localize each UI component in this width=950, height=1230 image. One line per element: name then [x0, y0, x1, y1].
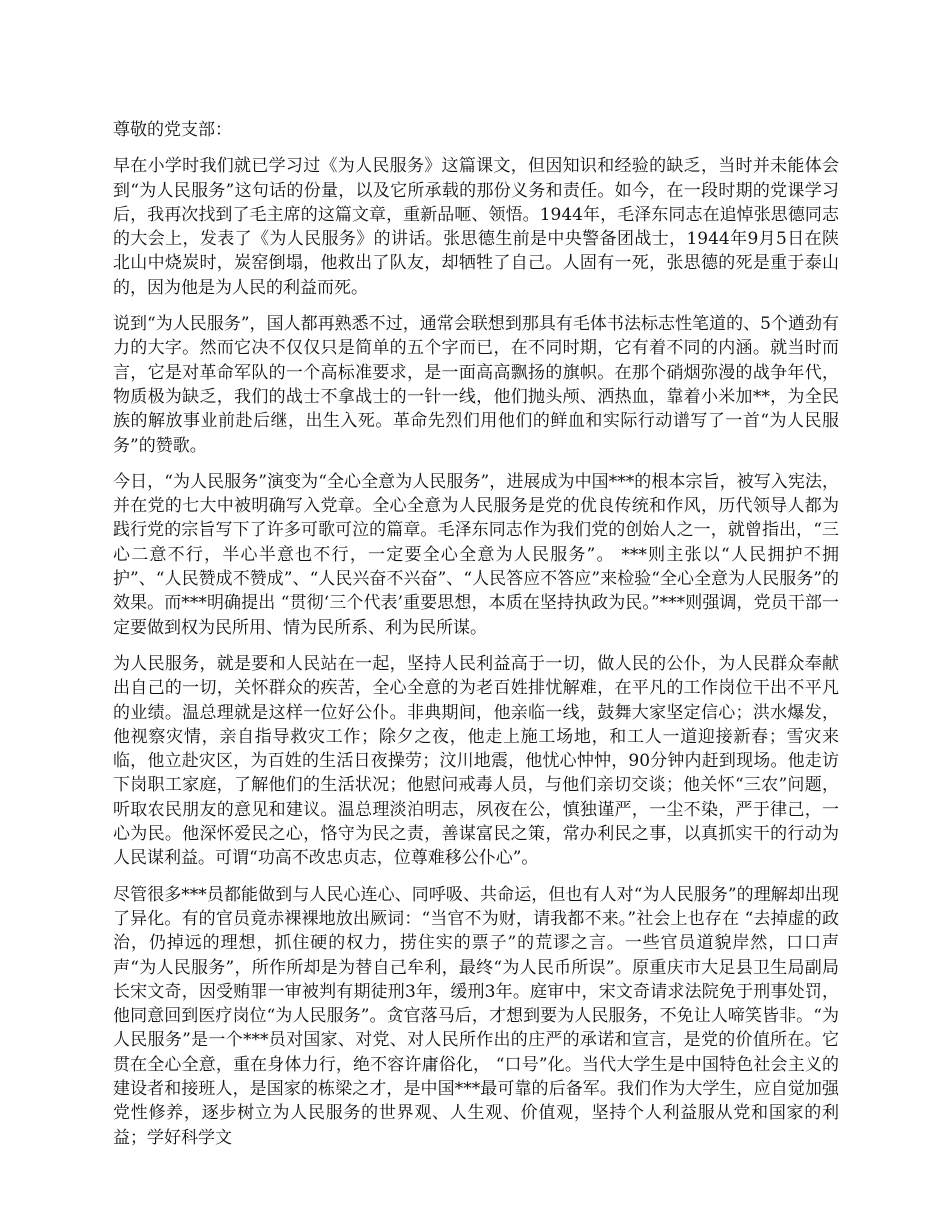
paragraph-5: 尽管很多***员都能做到与人民心连心、同呼吸、共命运，但也有人对“为人民服务”的理解却出现了异化。有的官员竟赤裸裸地放出厥词：“当官不为财，请我都不来。”社会上也存在 “去掉虚的政治，仍掉远的理想，抓住硬的权力，捞住实的票子”的荒谬之言。一些官员道貌岸然，口口声声“为人民服务”，所作所却是为替自己牟利，最终“为人民币所误”。原重庆市大足县卫生局副局长宋文奇，因受贿罪一审被判有期徒刑3年，缓刑3年。庭审中，宋文奇请求法院免于刑事处罚，他同意回到医疗岗位“为人民服务”。贪官落马后，才想到要为人民服务，不免让人啼笑皆非。“为人民服务”是一个***员对国家、对党、对人民所作出的庄严的承诺和宣言，是党的价值所在。它贯在全心全意，重在身体力行，绝不容许庸俗化， “口号”化。当代大学生是中国特色社会主义的建设者和接班人，是国家的栋梁之才，是中国***最可靠的后备军。我们作为大学生，应自觉加强党性修养，逐步树立为人民服务的世界观、人生观、价值观，坚持个人利益服从党和国家的利益；学好科学文 [113, 884, 839, 1148]
paragraph-1: 早在小学时我们就已学习过《为人民服务》这篇课文，但因知识和经验的缺乏，当时并未能体会到“为人民服务”这句话的份量，以及它所承载的那份义务和责任。如今，在一段时期的党课学习后，我再次找到了毛主席的这篇文章，重新品咂、领悟。1944年，毛泽东同志在追悼张思德同志的大会上，发表了《为人民服务》的讲话。张思德生前是中央警备团战士，1944年9月5日在陕北山中烧炭时，炭窑倒塌，他救出了队友，却牺牲了自己。人固有一死，张思德的死是重于泰山的，因为他是为人民的利益而死。 [113, 156, 839, 298]
paragraph-4: 为人民服务，就是要和人民站在一起，坚持人民利益高于一切，做人民的公仆，为人民群众奉献出自己的一切，关怀群众的疾苦，全心全意的为老百姓排忧解难，在平凡的工作岗位干出不平凡的业绩。温总理就是这样一位好公仆。非典期间，他亲临一线，鼓舞大家坚定信心；洪水爆发，他视察灾情，亲自指导救灾工作；除夕之夜，他走上施工场地，和工人一道迎接新春；雪灾来临，他立赴灾区，为百姓的生活日夜操劳；汶川地震，他忧心忡忡，90分钟内赶到现场。他走访下岗职工家庭，了解他们的生活状况；他慰问戒毒人员，与他们亲切交谈；他关怀“三农”问题，听取农民朋友的意见和建议。温总理淡泊明志，夙夜在公，慎独谨严，一尘不染，严于律己，一心为民。他深怀爱民之心，恪守为民之责，善谋富民之策，常办利民之事，以真抓实干的行动为人民谋利益。可谓“功高不改忠贞志，位尊难移公仆心”。 [113, 653, 839, 869]
letter-body [113, 118, 839, 1162]
paragraph-2: 说到“为人民服务”，国人都再熟悉不过，通常会联想到那具有毛体书法标志性笔道的、5个遒劲有力的大字。然而它决不仅仅只是简单的五个字而已，在不同时期，它有着不同的内涵。就当时而言，它是对革命军队的一个高标准要求，是一面高高飘扬的旗帜。在那个硝烟弥漫的战争年代，物质极为缺乏，我们的战士不拿战士的一针一线，他们抛头颅、洒热血，靠着小米加**，为全民族的解放事业前赴后继，出生入死。革命先烈们用他们的鲜血和实际行动谱写了一首“为人民服务”的赞歌。 [113, 314, 839, 456]
paragraph-3: 今日，“为人民服务”演变为“全心全意为人民服务”，进展成为中国***的根本宗旨，被写入宪法，并在党的七大中被明确写入党章。全心全意为人民服务是党的优良传统和作风，历代领导人都为践行党的宗旨写下了许多可歌可泣的篇章。毛泽东同志作为我们党的创始人之一，就曾指出，“三心二意不行，半心半意也不行，一定要全心全意为人民服务”。 ***则主张以“人民拥护不拥护”、“人民赞成不赞成”、“人民兴奋不兴奋”、“人民答应不答应”来检验“全心全意为人民服务”的效果。而***明确提出 “贯彻‘三个代表’重要思想，本质在坚持执政为民。”***则强调，党员干部一定要做到权为民所用、情为民所系、利为民所谋。 [113, 471, 839, 638]
salutation: 尊敬的党支部： [113, 120, 232, 140]
